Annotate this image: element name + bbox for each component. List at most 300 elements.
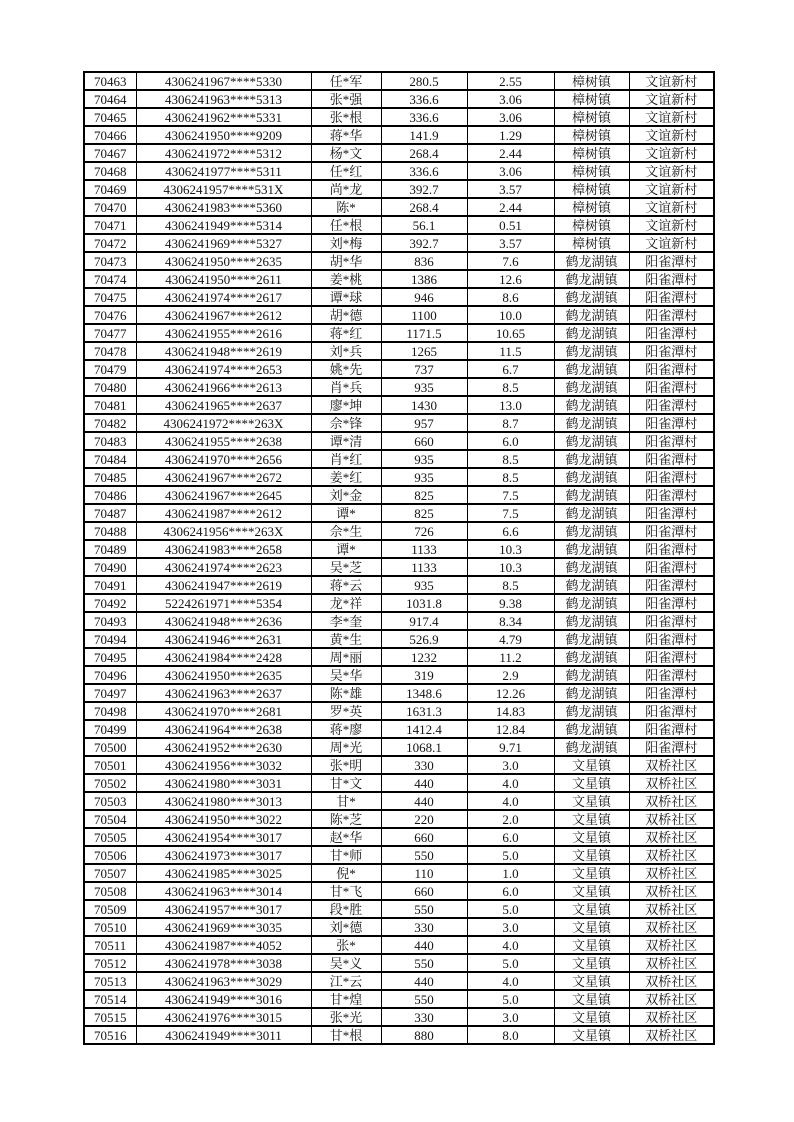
cell-village: 阳雀潭村 xyxy=(629,288,714,306)
cell-serial: 70496 xyxy=(84,666,136,684)
cell-town: 樟树镇 xyxy=(554,90,629,108)
cell-id_number: 4306241987****2612 xyxy=(136,504,311,522)
cell-id_number: 4306241969****3035 xyxy=(136,918,311,936)
cell-amount: 660 xyxy=(381,432,467,450)
cell-amount: 330 xyxy=(381,918,467,936)
cell-town: 鹤龙湖镇 xyxy=(554,612,629,630)
cell-amount: 660 xyxy=(381,882,467,900)
cell-id_number: 4306241950****2611 xyxy=(136,270,311,288)
table-row xyxy=(84,684,714,702)
cell-id_number: 4306241984****2428 xyxy=(136,648,311,666)
cell-serial: 70507 xyxy=(84,864,136,882)
cell-name: 尚*龙 xyxy=(311,180,381,198)
cell-name: 吴*芝 xyxy=(311,558,381,576)
cell-name: 蒋*云 xyxy=(311,576,381,594)
cell-serial: 70489 xyxy=(84,540,136,558)
cell-name: 张* xyxy=(311,936,381,954)
cell-amount: 1031.8 xyxy=(381,594,467,612)
cell-serial: 70506 xyxy=(84,846,136,864)
cell-name: 任*红 xyxy=(311,162,381,180)
cell-town: 文星镇 xyxy=(554,864,629,882)
cell-village: 文谊新村 xyxy=(629,234,714,252)
cell-name: 甘*师 xyxy=(311,846,381,864)
cell-town: 鹤龙湖镇 xyxy=(554,720,629,738)
cell-amount: 737 xyxy=(381,360,467,378)
cell-amount: 319 xyxy=(381,666,467,684)
table-row xyxy=(84,882,714,900)
cell-id_number: 4306241962****5331 xyxy=(136,108,311,126)
cell-amount: 336.6 xyxy=(381,162,467,180)
cell-town: 文星镇 xyxy=(554,846,629,864)
cell-village: 阳雀潭村 xyxy=(629,486,714,504)
cell-serial: 70478 xyxy=(84,342,136,360)
cell-serial: 70483 xyxy=(84,432,136,450)
cell-town: 文星镇 xyxy=(554,918,629,936)
cell-village: 阳雀潭村 xyxy=(629,306,714,324)
cell-serial: 70482 xyxy=(84,414,136,432)
cell-quantity: 8.5 xyxy=(467,450,554,468)
cell-town: 鹤龙湖镇 xyxy=(554,666,629,684)
cell-serial: 70487 xyxy=(84,504,136,522)
cell-village: 阳雀潭村 xyxy=(629,396,714,414)
cell-id_number: 4306241950****2635 xyxy=(136,252,311,270)
cell-quantity: 8.6 xyxy=(467,288,554,306)
cell-serial: 70512 xyxy=(84,954,136,972)
cell-id_number: 4306241970****2681 xyxy=(136,702,311,720)
cell-name: 罗*英 xyxy=(311,702,381,720)
cell-village: 阳雀潭村 xyxy=(629,360,714,378)
cell-name: 张*光 xyxy=(311,1008,381,1026)
cell-serial: 70508 xyxy=(84,882,136,900)
cell-town: 樟树镇 xyxy=(554,234,629,252)
cell-town: 鹤龙湖镇 xyxy=(554,648,629,666)
cell-town: 樟树镇 xyxy=(554,162,629,180)
table-row xyxy=(84,72,714,90)
cell-quantity: 6.0 xyxy=(467,882,554,900)
cell-id_number: 4306241977****5311 xyxy=(136,162,311,180)
cell-serial: 70474 xyxy=(84,270,136,288)
table-body xyxy=(84,72,714,1044)
cell-quantity: 10.3 xyxy=(467,540,554,558)
cell-amount: 220 xyxy=(381,810,467,828)
cell-id_number: 4306241974****2623 xyxy=(136,558,311,576)
cell-amount: 726 xyxy=(381,522,467,540)
cell-id_number: 4306241967****5330 xyxy=(136,72,311,90)
cell-id_number: 4306241963****3014 xyxy=(136,882,311,900)
cell-serial: 70486 xyxy=(84,486,136,504)
cell-amount: 880 xyxy=(381,1026,467,1044)
cell-id_number: 4306241949****3016 xyxy=(136,990,311,1008)
cell-village: 文谊新村 xyxy=(629,72,714,90)
cell-village: 阳雀潭村 xyxy=(629,684,714,702)
cell-id_number: 4306241955****2616 xyxy=(136,324,311,342)
cell-name: 肖*红 xyxy=(311,450,381,468)
cell-town: 文星镇 xyxy=(554,828,629,846)
cell-id_number: 4306241983****5360 xyxy=(136,198,311,216)
cell-quantity: 1.29 xyxy=(467,126,554,144)
cell-name: 肖*兵 xyxy=(311,378,381,396)
table-row xyxy=(84,630,714,648)
cell-serial: 70501 xyxy=(84,756,136,774)
table-row xyxy=(84,954,714,972)
cell-village: 阳雀潭村 xyxy=(629,378,714,396)
cell-serial: 70477 xyxy=(84,324,136,342)
cell-village: 文谊新村 xyxy=(629,162,714,180)
cell-id_number: 4306241976****3015 xyxy=(136,1008,311,1026)
cell-town: 鹤龙湖镇 xyxy=(554,558,629,576)
cell-quantity: 0.51 xyxy=(467,216,554,234)
cell-serial: 70491 xyxy=(84,576,136,594)
cell-serial: 70465 xyxy=(84,108,136,126)
cell-serial: 70470 xyxy=(84,198,136,216)
cell-id_number: 4306241964****2638 xyxy=(136,720,311,738)
cell-town: 鹤龙湖镇 xyxy=(554,486,629,504)
cell-amount: 141.9 xyxy=(381,126,467,144)
cell-serial: 70471 xyxy=(84,216,136,234)
cell-serial: 70509 xyxy=(84,900,136,918)
cell-name: 刘*梅 xyxy=(311,234,381,252)
cell-quantity: 11.2 xyxy=(467,648,554,666)
cell-amount: 1171.5 xyxy=(381,324,467,342)
cell-amount: 935 xyxy=(381,468,467,486)
table-row xyxy=(84,738,714,756)
cell-quantity: 3.0 xyxy=(467,756,554,774)
cell-name: 江*云 xyxy=(311,972,381,990)
cell-serial: 70479 xyxy=(84,360,136,378)
cell-amount: 935 xyxy=(381,378,467,396)
cell-name: 龙*祥 xyxy=(311,594,381,612)
cell-quantity: 6.7 xyxy=(467,360,554,378)
cell-town: 鹤龙湖镇 xyxy=(554,360,629,378)
cell-id_number: 4306241956****3032 xyxy=(136,756,311,774)
cell-id_number: 4306241978****3038 xyxy=(136,954,311,972)
cell-amount: 935 xyxy=(381,576,467,594)
cell-id_number: 4306241983****2658 xyxy=(136,540,311,558)
cell-serial: 70468 xyxy=(84,162,136,180)
cell-quantity: 3.0 xyxy=(467,918,554,936)
cell-name: 周*丽 xyxy=(311,648,381,666)
cell-amount: 1631.3 xyxy=(381,702,467,720)
cell-amount: 1386 xyxy=(381,270,467,288)
cell-town: 文星镇 xyxy=(554,882,629,900)
table-row xyxy=(84,90,714,108)
cell-quantity: 13.0 xyxy=(467,396,554,414)
cell-town: 文星镇 xyxy=(554,1026,629,1044)
cell-town: 文星镇 xyxy=(554,972,629,990)
cell-town: 樟树镇 xyxy=(554,180,629,198)
cell-quantity: 6.0 xyxy=(467,432,554,450)
cell-village: 阳雀潭村 xyxy=(629,450,714,468)
cell-town: 文星镇 xyxy=(554,990,629,1008)
cell-id_number: 4306241967****2672 xyxy=(136,468,311,486)
cell-amount: 957 xyxy=(381,414,467,432)
cell-name: 蒋*华 xyxy=(311,126,381,144)
cell-amount: 836 xyxy=(381,252,467,270)
cell-amount: 280.5 xyxy=(381,72,467,90)
cell-serial: 70484 xyxy=(84,450,136,468)
cell-quantity: 2.55 xyxy=(467,72,554,90)
cell-id_number: 4306241970****2656 xyxy=(136,450,311,468)
cell-serial: 70476 xyxy=(84,306,136,324)
cell-town: 文星镇 xyxy=(554,900,629,918)
cell-name: 姜*桃 xyxy=(311,270,381,288)
table-row xyxy=(84,846,714,864)
cell-name: 甘*煌 xyxy=(311,990,381,1008)
cell-town: 鹤龙湖镇 xyxy=(554,432,629,450)
cell-town: 鹤龙湖镇 xyxy=(554,738,629,756)
cell-id_number: 4306241967****2612 xyxy=(136,306,311,324)
cell-id_number: 4306241952****2630 xyxy=(136,738,311,756)
cell-amount: 336.6 xyxy=(381,90,467,108)
cell-quantity: 5.0 xyxy=(467,900,554,918)
cell-serial: 70497 xyxy=(84,684,136,702)
cell-name: 谭*球 xyxy=(311,288,381,306)
table-row xyxy=(84,774,714,792)
cell-village: 文谊新村 xyxy=(629,126,714,144)
cell-id_number: 4306241963****5313 xyxy=(136,90,311,108)
cell-amount: 660 xyxy=(381,828,467,846)
cell-name: 黄*生 xyxy=(311,630,381,648)
cell-village: 阳雀潭村 xyxy=(629,738,714,756)
cell-quantity: 3.57 xyxy=(467,234,554,252)
table-row xyxy=(84,756,714,774)
cell-id_number: 4306241987****4052 xyxy=(136,936,311,954)
cell-town: 鹤龙湖镇 xyxy=(554,630,629,648)
cell-amount: 440 xyxy=(381,936,467,954)
cell-village: 文谊新村 xyxy=(629,144,714,162)
cell-village: 阳雀潭村 xyxy=(629,324,714,342)
cell-quantity: 12.26 xyxy=(467,684,554,702)
table-row xyxy=(84,990,714,1008)
table-row xyxy=(84,144,714,162)
cell-serial: 70481 xyxy=(84,396,136,414)
cell-village: 双桥社区 xyxy=(629,810,714,828)
cell-quantity: 7.5 xyxy=(467,504,554,522)
cell-id_number: 4306241949****5314 xyxy=(136,216,311,234)
table-row xyxy=(84,216,714,234)
cell-quantity: 5.0 xyxy=(467,990,554,1008)
cell-town: 鹤龙湖镇 xyxy=(554,288,629,306)
cell-village: 双桥社区 xyxy=(629,1008,714,1026)
cell-id_number: 4306241956****263X xyxy=(136,522,311,540)
table-row xyxy=(84,414,714,432)
cell-quantity: 2.0 xyxy=(467,810,554,828)
cell-serial: 70466 xyxy=(84,126,136,144)
table-row xyxy=(84,828,714,846)
cell-amount: 550 xyxy=(381,846,467,864)
cell-name: 胡*德 xyxy=(311,306,381,324)
cell-town: 鹤龙湖镇 xyxy=(554,684,629,702)
cell-serial: 70472 xyxy=(84,234,136,252)
cell-village: 双桥社区 xyxy=(629,774,714,792)
cell-name: 佘*锋 xyxy=(311,414,381,432)
cell-village: 阳雀潭村 xyxy=(629,414,714,432)
cell-village: 阳雀潭村 xyxy=(629,630,714,648)
cell-village: 双桥社区 xyxy=(629,990,714,1008)
cell-town: 鹤龙湖镇 xyxy=(554,342,629,360)
cell-town: 文星镇 xyxy=(554,792,629,810)
cell-quantity: 7.6 xyxy=(467,252,554,270)
data-table xyxy=(83,71,715,1045)
cell-town: 樟树镇 xyxy=(554,144,629,162)
table-row xyxy=(84,594,714,612)
cell-quantity: 5.0 xyxy=(467,954,554,972)
cell-quantity: 1.0 xyxy=(467,864,554,882)
cell-serial: 70510 xyxy=(84,918,136,936)
table-row xyxy=(84,486,714,504)
cell-name: 刘*金 xyxy=(311,486,381,504)
cell-village: 阳雀潭村 xyxy=(629,666,714,684)
cell-amount: 946 xyxy=(381,288,467,306)
cell-id_number: 4306241980****3031 xyxy=(136,774,311,792)
cell-amount: 110 xyxy=(381,864,467,882)
cell-serial: 70499 xyxy=(84,720,136,738)
cell-quantity: 4.0 xyxy=(467,792,554,810)
cell-village: 阳雀潭村 xyxy=(629,432,714,450)
table-row xyxy=(84,180,714,198)
cell-serial: 70505 xyxy=(84,828,136,846)
cell-amount: 550 xyxy=(381,954,467,972)
cell-quantity: 6.0 xyxy=(467,828,554,846)
cell-serial: 70502 xyxy=(84,774,136,792)
table-row xyxy=(84,324,714,342)
cell-village: 双桥社区 xyxy=(629,1026,714,1044)
cell-quantity: 3.06 xyxy=(467,108,554,126)
cell-town: 文星镇 xyxy=(554,954,629,972)
cell-amount: 1348.6 xyxy=(381,684,467,702)
cell-village: 双桥社区 xyxy=(629,846,714,864)
cell-quantity: 8.5 xyxy=(467,576,554,594)
cell-amount: 440 xyxy=(381,774,467,792)
cell-quantity: 8.5 xyxy=(467,468,554,486)
cell-town: 鹤龙湖镇 xyxy=(554,414,629,432)
table-row xyxy=(84,720,714,738)
cell-quantity: 10.65 xyxy=(467,324,554,342)
cell-id_number: 4306241947****2619 xyxy=(136,576,311,594)
cell-id_number: 4306241972****263X xyxy=(136,414,311,432)
cell-town: 樟树镇 xyxy=(554,216,629,234)
cell-village: 阳雀潭村 xyxy=(629,270,714,288)
cell-serial: 70500 xyxy=(84,738,136,756)
cell-village: 阳雀潭村 xyxy=(629,468,714,486)
cell-village: 阳雀潭村 xyxy=(629,504,714,522)
cell-serial: 70464 xyxy=(84,90,136,108)
cell-name: 姜*红 xyxy=(311,468,381,486)
cell-village: 阳雀潭村 xyxy=(629,702,714,720)
table-row xyxy=(84,522,714,540)
cell-quantity: 8.7 xyxy=(467,414,554,432)
cell-amount: 825 xyxy=(381,486,467,504)
cell-name: 佘*生 xyxy=(311,522,381,540)
cell-quantity: 7.5 xyxy=(467,486,554,504)
cell-village: 阳雀潭村 xyxy=(629,342,714,360)
cell-quantity: 2.9 xyxy=(467,666,554,684)
cell-town: 文星镇 xyxy=(554,810,629,828)
cell-id_number: 4306241985****3025 xyxy=(136,864,311,882)
table-row xyxy=(84,972,714,990)
cell-amount: 440 xyxy=(381,792,467,810)
cell-quantity: 9.71 xyxy=(467,738,554,756)
table-row xyxy=(84,396,714,414)
cell-quantity: 4.0 xyxy=(467,936,554,954)
table-row xyxy=(84,378,714,396)
cell-amount: 392.7 xyxy=(381,234,467,252)
cell-serial: 70485 xyxy=(84,468,136,486)
cell-quantity: 3.06 xyxy=(467,90,554,108)
cell-village: 阳雀潭村 xyxy=(629,594,714,612)
cell-name: 陈* xyxy=(311,198,381,216)
cell-id_number: 4306241963****2637 xyxy=(136,684,311,702)
cell-serial: 70513 xyxy=(84,972,136,990)
cell-amount: 550 xyxy=(381,900,467,918)
cell-id_number: 4306241965****2637 xyxy=(136,396,311,414)
cell-name: 段*胜 xyxy=(311,900,381,918)
cell-quantity: 2.44 xyxy=(467,198,554,216)
cell-town: 鹤龙湖镇 xyxy=(554,522,629,540)
cell-town: 鹤龙湖镇 xyxy=(554,576,629,594)
table-row xyxy=(84,540,714,558)
cell-village: 阳雀潭村 xyxy=(629,522,714,540)
table-row xyxy=(84,270,714,288)
cell-serial: 70473 xyxy=(84,252,136,270)
cell-quantity: 3.57 xyxy=(467,180,554,198)
cell-id_number: 4306241957****3017 xyxy=(136,900,311,918)
cell-town: 鹤龙湖镇 xyxy=(554,396,629,414)
cell-id_number: 4306241950****2635 xyxy=(136,666,311,684)
cell-village: 阳雀潭村 xyxy=(629,558,714,576)
cell-town: 鹤龙湖镇 xyxy=(554,450,629,468)
cell-village: 双桥社区 xyxy=(629,756,714,774)
cell-village: 阳雀潭村 xyxy=(629,612,714,630)
cell-quantity: 4.0 xyxy=(467,774,554,792)
cell-town: 樟树镇 xyxy=(554,72,629,90)
cell-amount: 1068.1 xyxy=(381,738,467,756)
cell-id_number: 4306241967****2645 xyxy=(136,486,311,504)
cell-quantity: 12.6 xyxy=(467,270,554,288)
cell-town: 樟树镇 xyxy=(554,198,629,216)
table-row xyxy=(84,252,714,270)
cell-amount: 825 xyxy=(381,504,467,522)
cell-id_number: 5224261971****5354 xyxy=(136,594,311,612)
cell-id_number: 4306241966****2613 xyxy=(136,378,311,396)
cell-amount: 56.1 xyxy=(381,216,467,234)
table-row xyxy=(84,288,714,306)
cell-name: 吴*义 xyxy=(311,954,381,972)
cell-serial: 70503 xyxy=(84,792,136,810)
cell-village: 文谊新村 xyxy=(629,180,714,198)
cell-town: 鹤龙湖镇 xyxy=(554,504,629,522)
cell-name: 蒋*廖 xyxy=(311,720,381,738)
cell-serial: 70498 xyxy=(84,702,136,720)
cell-amount: 330 xyxy=(381,1008,467,1026)
cell-quantity: 3.0 xyxy=(467,1008,554,1026)
cell-quantity: 4.79 xyxy=(467,630,554,648)
cell-quantity: 8.5 xyxy=(467,378,554,396)
cell-town: 鹤龙湖镇 xyxy=(554,468,629,486)
cell-name: 蒋*红 xyxy=(311,324,381,342)
cell-amount: 268.4 xyxy=(381,198,467,216)
table-row xyxy=(84,126,714,144)
cell-serial: 70492 xyxy=(84,594,136,612)
cell-id_number: 4306241973****3017 xyxy=(136,846,311,864)
cell-quantity: 8.34 xyxy=(467,612,554,630)
cell-id_number: 4306241948****2636 xyxy=(136,612,311,630)
cell-village: 双桥社区 xyxy=(629,918,714,936)
cell-town: 鹤龙湖镇 xyxy=(554,702,629,720)
table-row xyxy=(84,234,714,252)
table-row xyxy=(84,1026,714,1044)
cell-id_number: 4306241949****3011 xyxy=(136,1026,311,1044)
